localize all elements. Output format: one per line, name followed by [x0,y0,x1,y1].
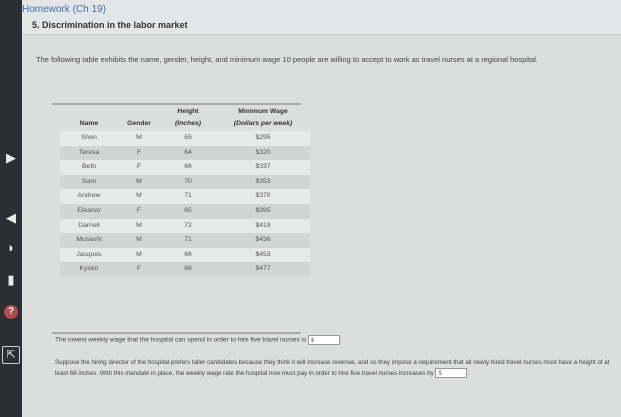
book-icon[interactable]: ▮ [7,272,15,287]
question-1-text: The lowest weekly wage that the hospital can spend in order to hire five travel nurses is [55,336,307,344]
question-2-text: Suppose the hiring director of the hospital prefers taller candidates because they think it will increase revenue, and so they impose a requirement that all newly hired travel nurses must have a height of at least 68 inches. With this mandate in place, the weekly wage rate the hospital now must pay in order to hire five travel nurses increases by [55,359,610,377]
cell-height: 70 [160,175,216,190]
cell-wage: $295 [216,131,310,146]
table-row [60,233,310,248]
wage-table [60,105,310,277]
left-sidebar [0,0,22,417]
cell-name: Kyoko [60,262,118,277]
cell-name: Beth [60,160,118,175]
homework-title[interactable]: Homework (Ch 19) [22,4,106,15]
arrow-icon[interactable]: ▶ [6,150,16,165]
table-row [60,175,310,190]
help-icon[interactable]: ? [4,305,18,319]
cell-gender: M [118,131,160,146]
cell-height: 71 [160,189,216,204]
cell-height: 66 [160,248,216,263]
cell-wage: $353 [216,175,310,190]
cell-gender: F [118,146,160,161]
cell-height: 65 [160,204,216,219]
question-2 [55,357,615,379]
cell-name: Sam [60,175,118,190]
cell-gender: M [118,233,160,248]
cell-gender: M [118,248,160,263]
header-wage [216,105,310,131]
header-gender: Gender [127,120,151,127]
table-row [60,189,310,204]
exit-icon[interactable]: ⇱ [2,346,20,364]
question-2-suffix: . [467,370,470,377]
cell-height: 68 [160,262,216,277]
cell-gender: F [118,160,160,175]
header-wage-line1: Minimum Wage [238,108,288,115]
cell-wage: $453 [216,248,310,263]
table-bottom-rule [52,332,301,334]
cell-name: Teresa [60,146,118,161]
cell-height: 66 [160,160,216,175]
cell-name: Shen [60,131,118,146]
cell-wage: $370 [216,189,310,204]
cell-gender: M [118,219,160,234]
cell-gender: M [118,175,160,190]
question-title: 5. Discrimination in the labor market [32,20,188,30]
header-name: Name [79,120,99,127]
cell-name: Andrew [60,189,118,204]
cell-height: 64 [160,146,216,161]
cell-name: Eleanor [60,204,118,219]
header [22,0,621,35]
question-1-suffix: . [339,336,342,344]
table-row [60,262,310,277]
cell-wage: $320 [216,146,310,161]
cell-wage: $395 [216,204,310,219]
cell-name: Jacques [60,248,118,263]
header-height-line2: (Inches) [174,120,202,127]
answer-input-2[interactable]: $ [435,368,467,378]
intro-text: The following table exhibits the name, gender, height, and minimum wage 10 people are willing to accept to work as travel nurses at a regional hospital. [36,55,538,64]
cell-gender: F [118,262,160,277]
cell-gender: M [118,189,160,204]
table-row [60,131,310,146]
back-icon[interactable]: ◀ [6,210,16,225]
answer-input-1[interactable]: $ [308,335,340,345]
cell-height: 65 [160,131,216,146]
cell-height: 71 [160,233,216,248]
header-height [160,105,216,131]
cell-name: Musashi [60,233,118,248]
table-row [60,248,310,263]
cell-wage: $337 [216,160,310,175]
cell-height: 72 [160,219,216,234]
cell-wage: $477 [216,262,310,277]
cell-name: Darnell [60,219,118,234]
header-height-line1: Height [177,108,199,115]
table-row [60,146,310,161]
table-row [60,204,310,219]
cell-wage: $436 [216,233,310,248]
header-wage-line2: (Dollars per week) [233,120,293,127]
table-row [60,160,310,175]
cell-gender: F [118,204,160,219]
headphones-icon[interactable]: ◗ [7,240,15,255]
question-1 [55,335,342,345]
table-row [60,219,310,234]
cell-wage: $419 [216,219,310,234]
question-content [22,35,621,417]
